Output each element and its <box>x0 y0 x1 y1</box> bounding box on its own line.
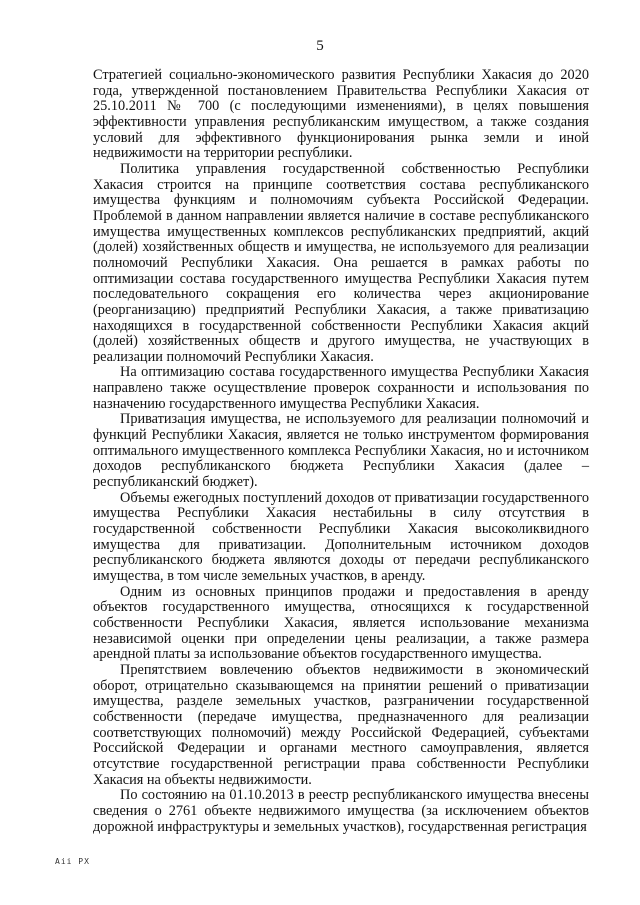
paragraph-privatization: Приватизация имущества, не используемого для реализации полномочий и функций Республики Хакасия, является не только инструментом формирования оптимального имущественного комплекса Республики Хакасия, но и источником доходов республиканского бюджета Республики Хакасия (далее – республиканский бюджет). <box>93 411 589 491</box>
paragraph-continuation: Стратегией социально-экономического развития Республики Хакасия до 2020 года, утвержденной постановлением Правительства Республики Хакасия от 25.10.2011 № 700 (с последующими изменениями), в целях повышения эффективности управления республиканским имуществом, а также создания условий для эффективного функционирования рынка земли и иной недвижимости на территории республики. <box>93 67 589 162</box>
paragraph-registry-status: По состоянию на 01.10.2013 в реестр республиканского имущества внесены сведения о 2761 объекте недвижимого имущества (за исключением объектов дорожной инфраструктуры и земельных участков), государственная регистрация <box>93 787 589 835</box>
paragraph-optimization-checks: На оптимизацию состава государственного имущества Республики Хакасия направлено также осуществление проверок сохранности и использования по назначению государственного имущества Республики Хакасия. <box>93 364 589 412</box>
page-number: 5 <box>316 38 324 54</box>
document-body <box>93 68 589 835</box>
paragraph-registration-obstacle: Препятствием вовлечению объектов недвижимости в экономический оборот, отрицательно сказывающемся на принятии решений о приватизации имущества, разделе земельных участков, разграничении государственной собственности (передаче имущества, предназначенного для реализации соответствующих полномочий) между Российской Федерацией, субъектами Российской Федерации и органами местного самоуправления, является отсутствие государственной регистрации права собственности Республики Хакасия на объекты недвижимости. <box>93 661 589 788</box>
footer-code: Aii PX <box>55 857 90 866</box>
paragraph-management-policy: Политика управления государственной собственностью Республики Хакасия строится на принципе соответствия состава республиканского имущества функциям и полномочиям субъекта Российской Федерации. Проблемой в данном направлении является наличие в составе республиканского имущества имущественных комплексов республиканских предприятий, акций (долей) хозяйственных обществ и имущества, не используемого для реализации полномочий Республики Хакасия. Она решается в рамках работы по оптимизации состава государственного имущества Республики Хакасия путем последовательного сокращения его количества через акционирование (реорганизацию) предприятий Республики Хакасия, а также приватизацию находящихся в государственной собственности Республики Хакасия акций (долей) хозяйственных обществ и другого имущества, не участвующих в реализации полномочий Республики Хакасия. <box>93 160 589 365</box>
paragraph-valuation-principle: Одним из основных принципов продажи и предоставления в аренду объектов государственного имущества, относящихся к государственной собственности Республики Хакасия, является использование механизма независимой оценки при определении цены реализации, а также размера арендной платы за использование объектов государственного имущества. <box>93 583 589 663</box>
paragraph-revenue-volumes: Объемы ежегодных поступлений доходов от приватизации государственного имущества Республики Хакасия нестабильны в силу отсутствия в государственной собственности Республики Хакасия высоколиквидного имущества для приватизации. Дополнительным источником доходов республиканского бюджета являются доходы от передачи республиканского имущества, в том числе земельных участков, в аренду. <box>93 489 589 584</box>
